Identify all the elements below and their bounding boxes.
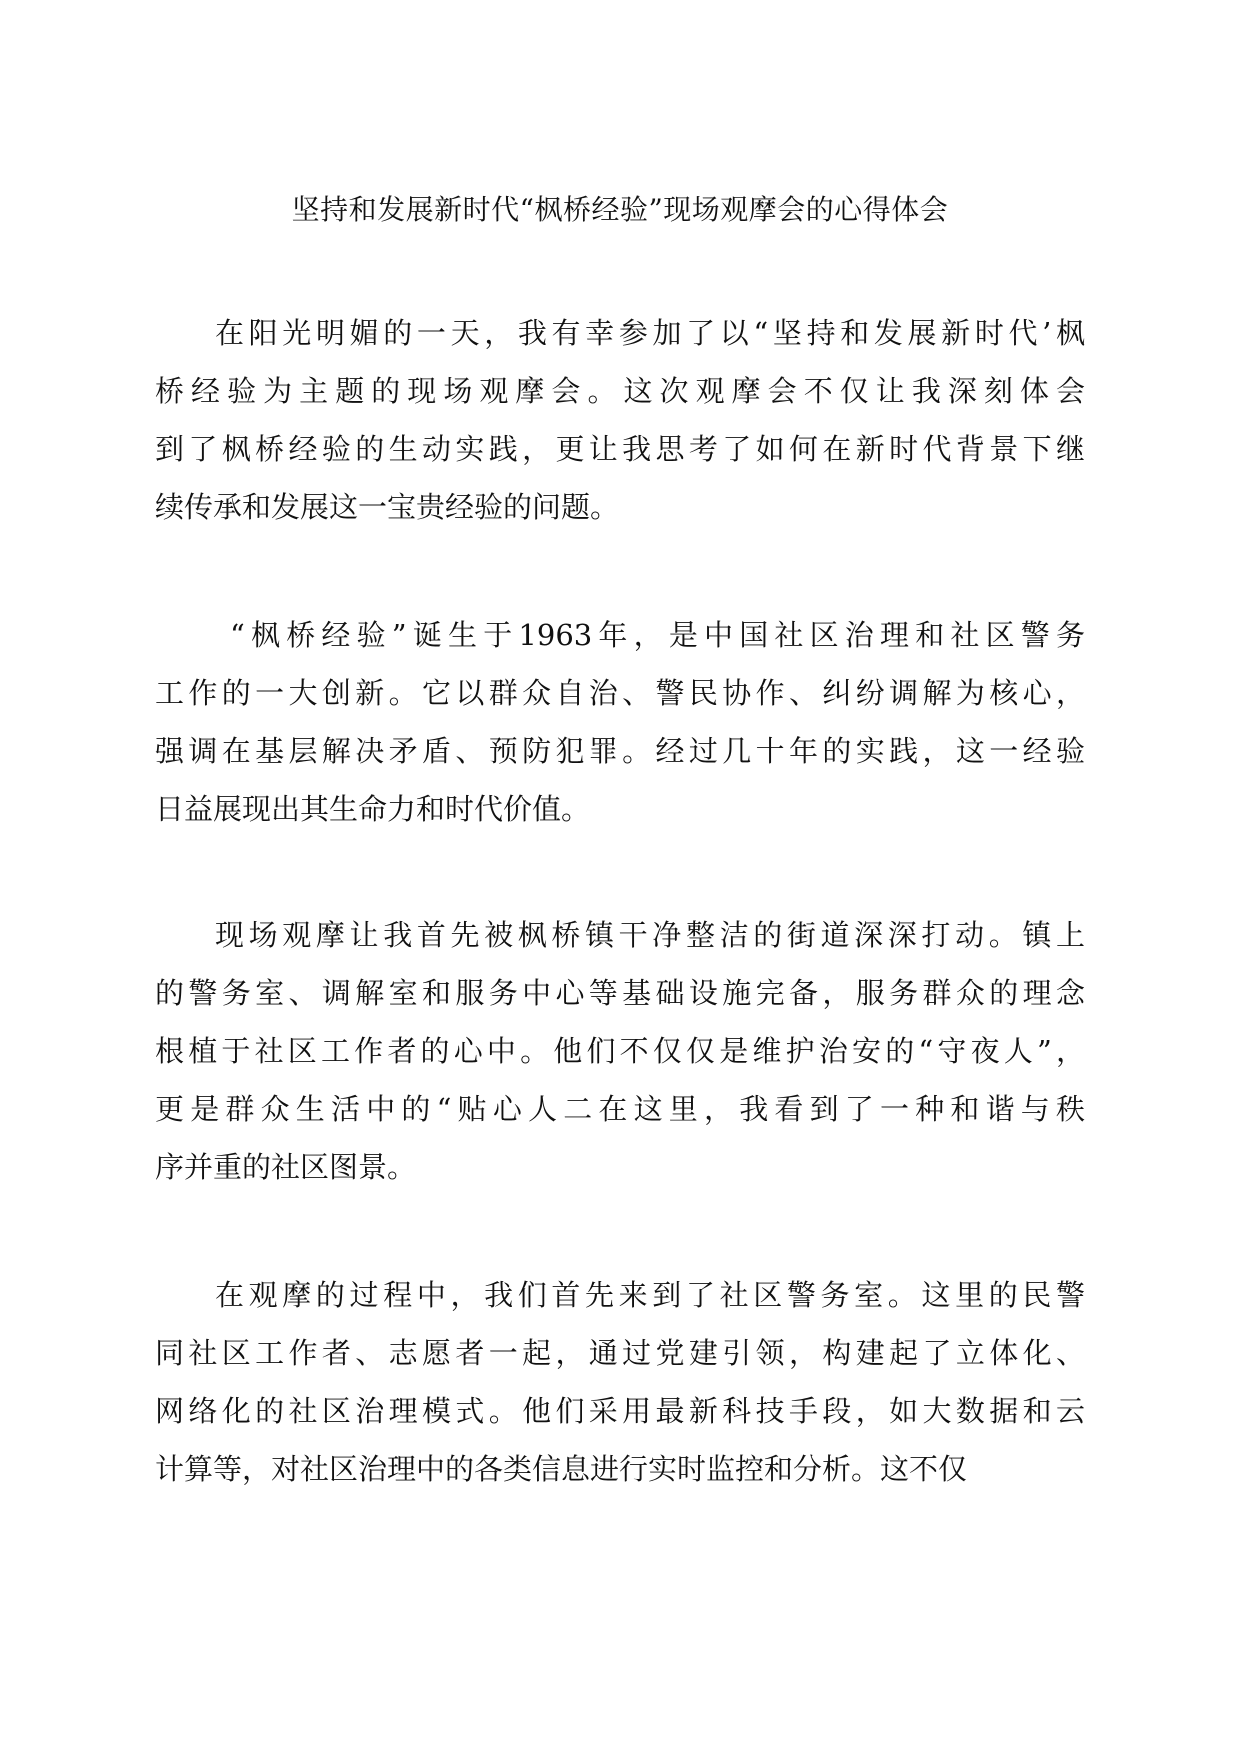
paragraph-line: 序并重的社区图景。: [155, 1150, 417, 1184]
paragraph-line: 在观摩的过程中，我们首先来到了社区警务室。这里的民警: [215, 1278, 1085, 1312]
paragraph-1: [155, 304, 1085, 536]
paragraph-line: 强调在基层解决矛盾、预防犯罪。经过几十年的实践，这一经验: [155, 734, 1085, 768]
paragraph-line: 现场观摩让我首先被枫桥镇干净整洁的街道深深打动。镇上: [215, 918, 1085, 952]
paragraph-line: 日益展现出其生命力和时代价值。: [155, 792, 591, 826]
paragraph-line: 续传承和发展这一宝贵经验的问题。: [155, 490, 620, 524]
paragraph-line: 在阳光明媚的一天，我有幸参加了以“坚持和发展新时代’枫: [215, 316, 1085, 350]
paragraph-line: 到了枫桥经验的生动实践，更让我思考了如何在新时代背景下继: [155, 432, 1085, 466]
paragraph-line: 网络化的社区治理模式。他们采用最新科技手段，如大数据和云: [155, 1394, 1085, 1428]
paragraph-line: 同社区工作者、志愿者一起，通过党建引领，构建起了立体化、: [155, 1336, 1085, 1370]
paragraph-line: 更是群众生活中的“贴心人二在这里，我看到了一种和谐与秩: [155, 1092, 1085, 1126]
paragraph-line: 工作的一大创新。它以群众自治、警民协作、纠纷调解为核心，: [155, 676, 1085, 710]
paragraph-line: 的警务室、调解室和服务中心等基础设施完备，服务群众的理念: [155, 976, 1085, 1010]
paragraph-4: [155, 1266, 1085, 1498]
paragraph-2: [155, 606, 1085, 838]
paragraph-line: 桥经验为主题的现场观摩会。这次观摩会不仅让我深刻体会: [155, 374, 1085, 408]
paragraph-line: 计算等，对社区治理中的各类信息进行实时监控和分析。这不仅: [155, 1452, 968, 1486]
document-title: 坚持和发展新时代“枫桥经验”现场观摩会的心得体会: [291, 193, 949, 226]
paragraph-line: 根植于社区工作者的心中。他们不仅仅是维护治安的“守夜人”，: [155, 1034, 1085, 1068]
paragraph-3: [155, 906, 1085, 1196]
paragraph-line: “枫桥经验”诞生于1963年，是中国社区治理和社区警务: [230, 618, 1085, 652]
